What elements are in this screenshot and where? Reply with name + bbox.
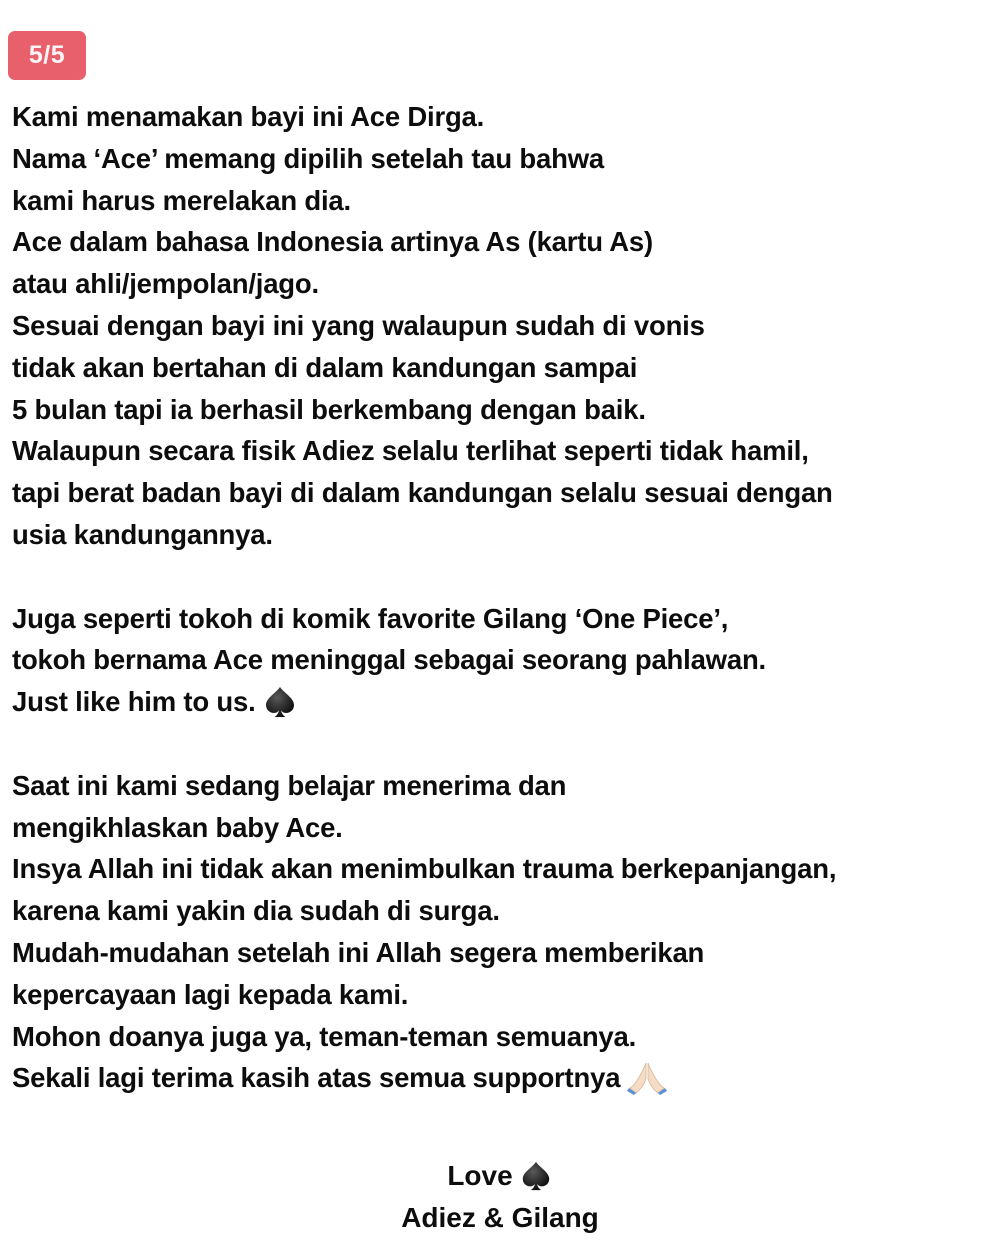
text-line: Ace dalam bahasa Indonesia artinya As (kartu As) bbox=[12, 226, 653, 258]
text-line: usia kandungannya. bbox=[12, 518, 273, 550]
text-line: Mohon doanya juga ya, teman-teman semuanya. bbox=[12, 1020, 637, 1052]
paragraph-3 bbox=[12, 765, 992, 1099]
text-line: tapi berat badan bayi di dalam kandungan selalu sesuai dengan bbox=[12, 477, 833, 509]
text-line: atau ahli/jempolan/jago. bbox=[12, 268, 319, 300]
text-line: Insya Allah ini tidak akan menimbulkan trauma berkepanjangan, bbox=[12, 853, 837, 885]
text-line: kami harus merelakan dia. bbox=[12, 184, 351, 216]
text-line: 5 bulan tapi ia berhasil berkembang dengan baik. bbox=[12, 393, 646, 425]
text-line: kepercayaan lagi kepada kami. bbox=[12, 978, 409, 1010]
text-line: Mudah-mudahan setelah ini Allah segera memberikan bbox=[12, 936, 705, 968]
paragraph-spacer bbox=[12, 723, 992, 765]
message-body bbox=[12, 96, 992, 1099]
text-line: Just like him to us. bbox=[12, 686, 256, 718]
text-line: tidak akan bertahan di dalam kandungan sampai bbox=[12, 351, 638, 383]
text-line: Kami menamakan bayi ini Ace Dirga. bbox=[12, 101, 485, 132]
page-counter-badge: 5/5 bbox=[8, 31, 86, 80]
signoff bbox=[0, 1155, 1000, 1239]
paragraph-2 bbox=[12, 598, 992, 723]
paragraph-spacer bbox=[12, 556, 992, 598]
praying-hands-icon bbox=[626, 1064, 668, 1096]
text-line: tokoh bernama Ace meninggal sebagai seorang pahlawan. bbox=[12, 644, 767, 676]
paragraph-1 bbox=[12, 96, 992, 556]
text-line-with-icon bbox=[12, 681, 992, 723]
text-line: Walaupun secara fisik Adiez selalu terlihat seperti tidak hamil, bbox=[12, 435, 809, 467]
spade-icon bbox=[519, 1163, 553, 1193]
text-line: mengikhlaskan baby Ace. bbox=[12, 811, 343, 843]
text-line: Saat ini kami sedang belajar menerima dan bbox=[12, 769, 567, 801]
text-line-with-icon bbox=[12, 1057, 992, 1099]
text-line: Sesuai dengan bayi ini yang walaupun sudah di vonis bbox=[12, 309, 705, 341]
spade-icon bbox=[262, 688, 298, 720]
signoff-love-text: Love bbox=[447, 1160, 513, 1191]
text-line: Nama ‘Ace’ memang dipilih setelah tau bahwa bbox=[12, 142, 604, 174]
signoff-names: Adiez & Gilang bbox=[401, 1202, 599, 1233]
text-line: Juga seperti tokoh di komik favorite Gilang ‘One Piece’, bbox=[12, 602, 729, 634]
signoff-love-line bbox=[0, 1155, 1000, 1197]
text-line: karena kami yakin dia sudah di surga. bbox=[12, 895, 500, 927]
text-line: Sekali lagi terima kasih atas semua supportnya bbox=[12, 1062, 621, 1094]
